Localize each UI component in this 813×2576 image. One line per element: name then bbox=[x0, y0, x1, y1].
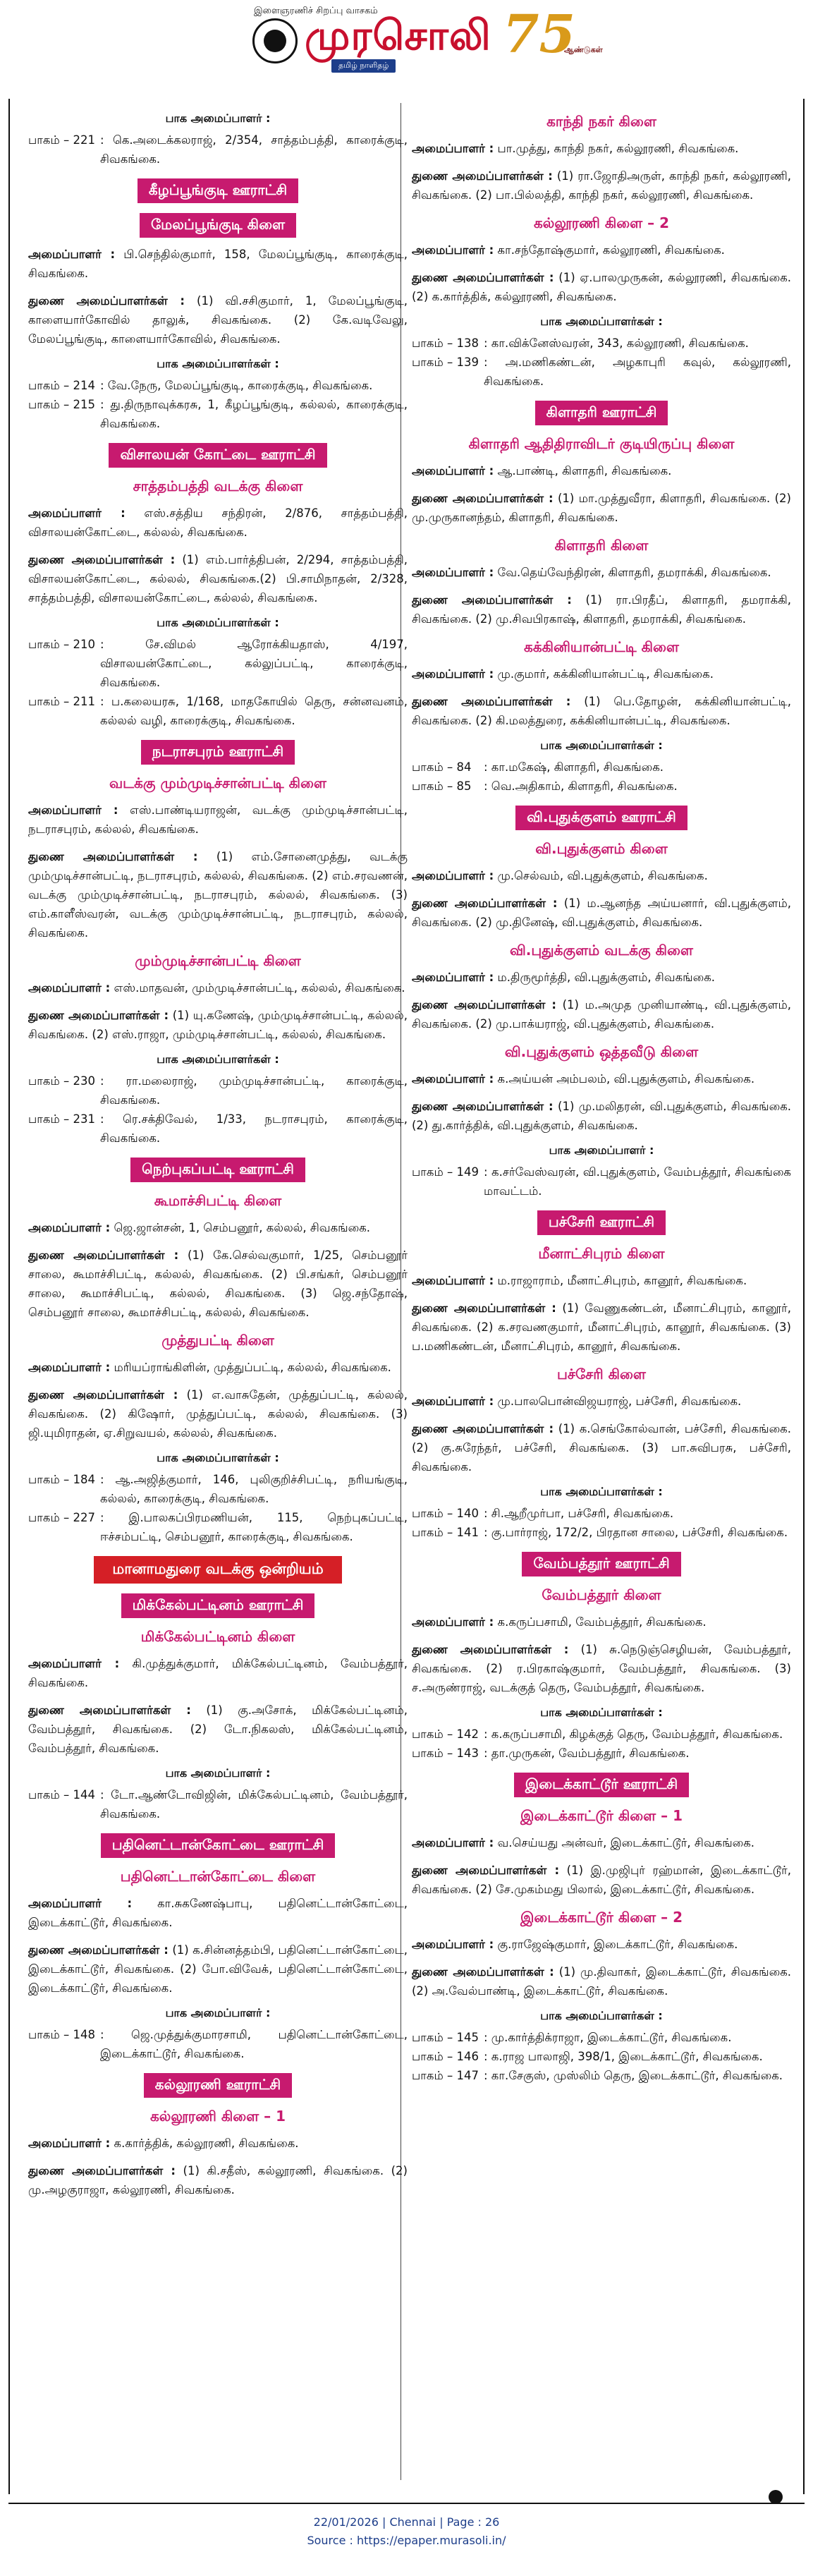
member-entry bbox=[28, 847, 408, 942]
member-details: க.கார்த்திக், கல்லூரணி, சிவகங்கை. bbox=[114, 2137, 299, 2150]
footer-source-line: Source : https://epaper.murasoli.in/ bbox=[307, 2534, 506, 2547]
part-row bbox=[412, 1504, 791, 1523]
section-label: பாக அமைப்பாளர்கள் : bbox=[157, 1052, 279, 1066]
member-details: (1) ரா.பிரதீப், கிளாதரி, தமராக்கி, சிவகங்கை. (2) மு.சிவபிரகாஷ், கிளாதரி, தமராக்கி, சிவகங்கை. bbox=[412, 593, 791, 626]
role-label: அமைப்பாளர் : bbox=[28, 1897, 133, 1910]
member-entry bbox=[28, 801, 408, 839]
member-entry bbox=[412, 1612, 791, 1632]
member-details: (1) எம்.பார்த்திபன், 2/294, சாத்தம்பத்தி, விசாலயன்கோட்டை, கல்லல், சிவகங்கை.(2) பி.சாமிநாதன், 2/328, சாத்தம்பத்தி, விசாலயன்கோட்டை, கல்லல், சிவகங்கை. bbox=[28, 553, 408, 604]
part-details: : க.சர்வேஸ்வரன், வி.புதுக்குளம், வேம்பத்தூர், சிவகங்கை மாவட்டம். bbox=[484, 1165, 791, 1198]
part-row bbox=[28, 1785, 408, 1823]
member-entry bbox=[28, 550, 408, 607]
part-row bbox=[412, 758, 791, 777]
role-label: துணை அமைப்பாளர்கள் : bbox=[412, 1301, 556, 1315]
branch-heading bbox=[412, 537, 791, 556]
part-number: பாகம் – 211 bbox=[28, 695, 95, 708]
part-row bbox=[28, 395, 408, 433]
member-entry bbox=[412, 1833, 791, 1852]
part-number: பாகம் – 141 bbox=[412, 1526, 479, 1539]
part-details: : சே.விமல் ஆரோக்கியதாஸ், 4/197, விசாலயன்கோட்டை, கல்லுப்பட்டி, காரைக்குடி, சிவகங்கை. bbox=[100, 638, 408, 689]
part-details: : டோ.ஆண்டோவிஜின், மிக்கேல்பட்டினம், வேம்பத்தூர், சிவகங்கை. bbox=[100, 1788, 408, 1821]
role-label: அமைப்பாளர் : bbox=[412, 243, 494, 257]
member-details: ம.ராஜாராம், மீனாட்சிபுரம், கானூர், சிவகங்கை. bbox=[497, 1274, 747, 1287]
section-label: பாக அமைப்பாளர் : bbox=[165, 2006, 271, 2019]
member-details: (1) வேணுகண்டன், மீனாட்சிபுரம், கானூர், சிவகங்கை. (2) க.சரவணகுமார், மீனாட்சிபுரம், கானூர், சிவகங்கை. (3) ப.மணிகண்டன், மீனாட்சிபுரம், கானூர், சிவகங்கை. bbox=[412, 1301, 791, 1353]
anniversary-badge: 75 bbox=[503, 4, 575, 65]
part-details: : க.ராஜ பாலாஜி, 398/1, இடைக்காட்டூர், சிவகங்கை. bbox=[484, 2050, 763, 2063]
heading-text: கீழப்பூங்குடி ஊராட்சி bbox=[137, 178, 298, 203]
part-number: பாகம் – 146 bbox=[412, 2050, 479, 2063]
member-entry bbox=[412, 1097, 791, 1135]
member-entry bbox=[412, 489, 791, 527]
member-entry bbox=[28, 2134, 408, 2153]
member-details: (1) கி.சதீஸ், கல்லூரணி, சிவகங்கை. (2) மு.அழகுராஜா, கல்லூரணி, சிவகங்கை. bbox=[28, 2164, 408, 2197]
part-details: : வெ.அதிகாம், கிளாதரி, சிவகங்கை. bbox=[484, 779, 678, 793]
member-details: மு.பாலபொன்விஜயராஜ், பச்சேரி, சிவகங்கை. bbox=[497, 1395, 742, 1408]
branch-heading bbox=[412, 1043, 791, 1062]
member-entry bbox=[28, 1701, 408, 1758]
role-label: அமைப்பாளர் : bbox=[412, 566, 494, 579]
footer-date-line: 22/01/2026 | Chennai | Page : 26 bbox=[313, 2515, 500, 2529]
member-entry bbox=[412, 894, 791, 932]
role-label: அமைப்பாளர் : bbox=[412, 1395, 494, 1408]
part-number: பாகம் – 227 bbox=[28, 1511, 95, 1524]
heading-text: சாத்தம்பத்தி வடக்கு கிளை bbox=[133, 478, 303, 494]
part-details: : கா.சேகுஸ், முஸ்லிம் தெரு, இடைக்காட்டூர், சிவகங்கை. bbox=[484, 2069, 783, 2082]
panchayat-heading bbox=[412, 401, 791, 425]
role-label: அமைப்பாளர் : bbox=[412, 869, 494, 882]
member-entry bbox=[412, 866, 791, 885]
heading-text: மானாமதுரை வடக்கு ஒன்றியம் bbox=[94, 1556, 341, 1584]
part-details: : ப.கலையரசு, 1/168, மாதகோயில் தெரு, சன்னவனம், கல்லல் வழி, காரைக்குடி, சிவகங்கை. bbox=[100, 695, 408, 727]
part-details: : கா.விக்னேஸ்வரன், 343, கல்லூரணி, சிவகங்கை. bbox=[484, 336, 749, 350]
heading-text: மேலப்பூங்குடி கிளை bbox=[140, 213, 296, 238]
member-details: (1) யு.கணேஷ், மும்முடிச்சான்பட்டி, கல்லல், சிவகங்கை. (2) எஸ்.ராஜா, மும்முடிச்சான்பட்டி, கல்லல், சிவகங்கை. bbox=[28, 1009, 408, 1041]
member-details: மு.செல்வம், வி.புதுக்குளம், சிவகங்கை. bbox=[497, 869, 708, 882]
member-entry bbox=[412, 166, 791, 205]
member-details: (1) ம.ஆனந்த அய்யனார், வி.புதுக்குளம், சிவகங்கை. (2) மு.தினேஷ், வி.புதுக்குளம், சிவகங்கை. bbox=[412, 897, 791, 929]
role-label: அமைப்பாளர் : bbox=[412, 1615, 494, 1629]
role-label: அமைப்பாளர் : bbox=[412, 1836, 494, 1849]
heading-text: கல்லூரணி ஊராட்சி bbox=[144, 2073, 292, 2098]
role-label: துணை அமைப்பாளர்கள் : bbox=[412, 998, 557, 1011]
role-label: துணை அமைப்பாளர்கள் : bbox=[28, 2164, 176, 2177]
heading-text: கல்லூரணி கிளை – 2 bbox=[533, 214, 670, 231]
member-entry bbox=[412, 1861, 791, 1899]
role-label: அமைப்பாளர் : bbox=[412, 1938, 494, 1951]
role-label: அமைப்பாளர் : bbox=[412, 1072, 494, 1086]
part-details: : அ.மணிகண்டன், அழகாபுரி கவுல், கல்லூரணி, சிவகங்கை. bbox=[484, 356, 791, 388]
member-details: வே.தெய்வேந்திரன், கிளாதரி, தமராக்கி, சிவகங்கை. bbox=[497, 566, 771, 579]
member-details: பி.செந்தில்குமார், 158, மேலப்பூங்குடி, காரைக்குடி, சிவகங்கை. bbox=[28, 248, 408, 280]
member-details: (1) ரா.ஜோதிஅருள், காந்தி நகர், கல்லூரணி, சிவகங்கை. (2) பா.பில்லத்தி, காந்தி நகர், கல்லூரணி, சிவகங்கை. bbox=[412, 169, 791, 202]
member-entry bbox=[412, 1299, 791, 1356]
member-details: ஆ.பாண்டி, கிளாதரி, சிவகங்கை. bbox=[497, 464, 672, 478]
section-label: பாக அமைப்பாளர்கள் : bbox=[540, 2009, 663, 2022]
panchayat-heading bbox=[412, 1210, 791, 1235]
role-label: துணை அமைப்பாளர்கள் : bbox=[28, 1388, 178, 1402]
panchayat-heading bbox=[28, 2073, 408, 2098]
member-entry bbox=[412, 461, 791, 480]
member-entry bbox=[412, 563, 791, 582]
heading-text: இடைக்காட்டூர் கிளை – 2 bbox=[520, 1909, 683, 1926]
heading-text: பதினெட்டான்கோட்டை ஊராட்சி bbox=[101, 1833, 336, 1858]
section-label: பாக அமைப்பாளர்கள் : bbox=[157, 616, 279, 629]
heading-text: பதினெட்டான்கோட்டை கிளை bbox=[120, 1868, 316, 1885]
branch-heading bbox=[412, 113, 791, 132]
part-number: பாகம் – 85 bbox=[412, 779, 472, 793]
part-number: பாகம் – 215 bbox=[28, 398, 95, 411]
branch-heading bbox=[28, 1332, 408, 1351]
branch-heading bbox=[28, 2108, 408, 2127]
heading-text: விசாலயன் கோட்டை ஊராட்சி bbox=[109, 443, 326, 468]
member-details: க.அய்யன் அம்பலம், வி.புதுக்குளம், சிவகங்கை. bbox=[497, 1072, 755, 1086]
branch-heading bbox=[412, 638, 791, 657]
branch-heading bbox=[412, 1245, 791, 1264]
member-entry bbox=[412, 1419, 791, 1476]
part-row bbox=[412, 1162, 791, 1201]
role-label: துணை அமைப்பாளர்கள் : bbox=[412, 1422, 554, 1435]
role-label: அமைப்பாளர் : bbox=[412, 1274, 494, 1287]
panchayat-heading bbox=[28, 443, 408, 468]
member-details: எஸ்.மாதவன், மும்முடிச்சான்பட்டி, கல்லல், சிவகங்கை. bbox=[114, 981, 405, 995]
heading-text: வேம்பத்தூர் ஊராட்சி bbox=[522, 1552, 680, 1576]
role-label: அமைப்பாளர் : bbox=[28, 803, 118, 817]
part-row bbox=[412, 334, 791, 353]
part-row bbox=[412, 777, 791, 796]
role-label: அமைப்பாளர் : bbox=[28, 248, 116, 261]
role-label: துணை அமைப்பாளர்கள் : bbox=[412, 492, 554, 505]
part-row bbox=[28, 376, 408, 395]
member-details: எஸ்.பாண்டியராஜன், வடக்கு மும்முடிச்சான்பட்டி, நடராசபுரம், கல்லல், சிவகங்கை. bbox=[28, 803, 408, 836]
panchayat-heading bbox=[28, 1593, 408, 1618]
role-label: அமைப்பாளர் : bbox=[28, 981, 111, 995]
member-entry bbox=[28, 1385, 408, 1442]
part-details: : தா.முருகன், வேம்பத்தூர், சிவகங்கை. bbox=[484, 1746, 690, 1760]
branch-heading bbox=[412, 435, 791, 454]
right-column bbox=[412, 103, 791, 2487]
member-details: (1) ம.அமுத முனியாண்டி, வி.புதுக்குளம், சிவகங்கை. (2) மு.பாக்யராஜ், வி.புதுக்குளம், சிவகங்கை. bbox=[412, 998, 791, 1031]
heading-text: பச்சேரி ஊராட்சி bbox=[537, 1210, 666, 1235]
heading-text: நடராசபுரம் ஊராட்சி bbox=[141, 740, 295, 765]
member-details: ஜெ.ஜான்சன், 1, செம்பனூர், கல்லல், சிவகங்கை. bbox=[114, 1221, 371, 1234]
member-entry bbox=[412, 1935, 791, 1954]
part-details: : கு.பார்ராஜ், 172/2, பிரதான சாலை, பச்சேரி, சிவகங்கை. bbox=[484, 1526, 788, 1539]
member-details: ம.திருமூர்த்தி, வி.புதுக்குளம், சிவகங்கை. bbox=[497, 971, 716, 984]
heading-text: மிக்கேல்பட்டினம் ஊராட்சி bbox=[121, 1593, 315, 1618]
part-details: : து.திருநாவுக்கரசு, 1, கீழப்பூங்குடி, கல்லல், காரைக்குடி, சிவகங்கை. bbox=[100, 398, 408, 430]
footer-rule bbox=[8, 2503, 805, 2504]
heading-text: கிளாதரி ஊராட்சி bbox=[535, 401, 668, 425]
part-row bbox=[28, 2025, 408, 2063]
heading-text: நெற்புகப்பட்டி ஊராட்சி bbox=[130, 1158, 305, 1182]
role-label: அமைப்பாளர் : bbox=[28, 1221, 111, 1234]
part-number: பாகம் – 231 bbox=[28, 1112, 95, 1126]
panchayat-heading bbox=[412, 1773, 791, 1797]
member-details: (1) க.சின்னத்தம்பி, பதினெட்டான்கோட்டை, இடைக்காட்டூர், சிவகங்கை. (2) போ.விவேக், பதினெட்டான்கோட்டை, இடைக்காட்டூர், சிவகங்கை. bbox=[28, 1943, 408, 1995]
panchayat-heading bbox=[28, 213, 408, 238]
member-details: (1) கே.செல்வகுமார், 1/25, செம்பனூர் சாலை, கூமாச்சிபட்டி, கல்லல், சிவகங்கை. (2) பி.சங்கர், செம்பனூர் சாலை, கூமாச்சிபட்டி, கல்லல், சிவகங்கை. (3) ஜெ.சந்தோஷ், செம்பனூர் சாலை, கூமாச்சிபட்டி, கல்லல், சிவகங்கை. bbox=[28, 1248, 408, 1319]
member-details: கு.ராஜேஷ்குமார், இடைக்காட்டூர், சிவகங்கை. bbox=[497, 1938, 738, 1951]
part-details: : சி.ஆறீமுர்பா, பச்சேரி, சிவகங்கை. bbox=[484, 1507, 674, 1520]
role-label: அமைப்பாளர் : bbox=[28, 2137, 111, 2150]
part-row bbox=[28, 130, 408, 169]
part-number: பாகம் – 214 bbox=[28, 379, 95, 392]
role-label: துணை அமைப்பாளர்கள் : bbox=[28, 1703, 191, 1717]
part-number: பாகம் – 184 bbox=[28, 1473, 95, 1486]
member-details: (1) க.செங்கோல்வான், பச்சேரி, சிவகங்கை. (2) கு.சுரேந்தர், பச்சேரி, சிவகங்கை. (3) பா.சுவிபரசு, பச்சேரி, சிவகங்கை. bbox=[412, 1422, 791, 1474]
part-row bbox=[28, 692, 408, 730]
role-label: அமைப்பாளர் : bbox=[28, 1657, 120, 1670]
member-entry bbox=[28, 1006, 408, 1044]
member-entry bbox=[412, 1640, 791, 1697]
member-details: (1) இ.முஜிபுர் ரஹ்மான், இடைக்காட்டூர், சிவகங்கை. (2) சே.முகம்மது பிலால், இடைக்காட்டூர், சிவகங்கை. bbox=[412, 1864, 791, 1896]
role-label: அமைப்பாளர் : bbox=[28, 1361, 111, 1374]
part-details: : ஆ.அஜித்குமார், 146, புலிகுறிச்சிபட்டி, நரியங்குடி, கல்லல், காரைக்குடி, சிவகங்கை. bbox=[100, 1473, 408, 1505]
member-details: (1) சு.நெடுஞ்செழியன், வேம்பத்தூர், சிவகங்கை. (2) ர.பிரகாஷ்குமார், வேம்பத்தூர், சிவகங்கை. (3) ச.அருண்ராஜ், வடக்குத் தெரு, வேம்பத்தூர், சிவகங்கை. bbox=[412, 1643, 791, 1694]
heading-text: கிளாதரி ஆதிதிராவிடர் குடியிருப்பு கிளை bbox=[468, 435, 735, 452]
panchayat-heading bbox=[412, 1552, 791, 1576]
branch-heading bbox=[412, 1909, 791, 1928]
member-details: க.கருப்பசாமி, வேம்பத்தூர், சிவகங்கை. bbox=[497, 1615, 707, 1629]
part-details: : ரா.மலைராஜ், மும்முடிச்சான்பட்டி, காரைக்குடி, சிவகங்கை. bbox=[100, 1074, 408, 1107]
branch-heading bbox=[412, 214, 791, 233]
role-label: துணை அமைப்பாளர்கள் : bbox=[28, 1009, 169, 1022]
role-label: துணை அமைப்பாளர்கள் : bbox=[28, 1248, 179, 1262]
role-label: துணை அமைப்பாளர்கள் : bbox=[412, 1864, 560, 1877]
part-details: : கா.மகேஷ், கிளாதரி, சிவகங்கை. bbox=[484, 760, 664, 774]
heading-text: வி.புதுக்குளம் வடக்கு கிளை bbox=[510, 942, 693, 959]
part-number: பாகம் – 210 bbox=[28, 638, 95, 651]
member-details: (1) எம்.சோனைமுத்து, வடக்கு மும்முடிச்சான்பட்டி, நடராசபுரம், கல்லல், சிவகங்கை. (2) எம்.சரவணன், வடக்கு மும்முடிச்சான்பட்டி, நடராசபுரம், கல்லல், சிவகங்கை. (3) எம்.காளீஸ்வரன், வடக்கு மும்முடிச்சான்பட்டி, நடராசபுரம், கல்லல், சிவகங்கை. bbox=[28, 850, 408, 940]
branch-heading bbox=[28, 478, 408, 497]
member-entry bbox=[412, 1962, 791, 2000]
member-details: (1) ஏ.பாலமுருகன், கல்லூரணி, சிவகங்கை. (2) க.கார்த்திக், கல்லூரணி, சிவகங்கை. bbox=[412, 271, 791, 303]
role-label: துணை அமைப்பாளர்கள் : bbox=[28, 850, 198, 863]
part-row bbox=[412, 1523, 791, 1542]
member-details: பா.முத்து, காந்தி நகர், கல்லூரணி, சிவகங்கை. bbox=[497, 142, 739, 155]
part-details: : வே.நேரு, மேலப்பூங்குடி, காரைக்குடி, சிவகங்கை. bbox=[100, 379, 373, 392]
section-label: பாக அமைப்பாளர்கள் : bbox=[157, 357, 279, 370]
role-label: துணை அமைப்பாளர்கள் : bbox=[412, 1100, 554, 1113]
section-label: பாக அமைப்பாளர்கள் : bbox=[540, 1485, 663, 1498]
part-details: : கெ.அடைக்கலராஜ், 2/354, சாத்தம்பத்தி, காரைக்குடி, சிவகங்கை. bbox=[100, 133, 408, 166]
member-details: கா.சுகணேஷ்பாபு, பதினெட்டான்கோட்டை, இடைக்காட்டூர், சிவகங்கை. bbox=[28, 1897, 408, 1929]
branch-heading bbox=[412, 840, 791, 859]
member-entry bbox=[412, 692, 791, 730]
part-number: பாகம் – 221 bbox=[28, 133, 95, 147]
part-row bbox=[28, 1508, 408, 1546]
member-details: (1) மா.முத்துவீரா, கிளாதரி, சிவகங்கை. (2) மு.முருகானந்தம், கிளாதரி, சிவகங்கை. bbox=[412, 492, 791, 524]
branch-heading bbox=[28, 1868, 408, 1887]
masthead-subtitle: தமிழ் நாளிதழ் bbox=[331, 59, 396, 73]
section-label: பாக அமைப்பாளர் : bbox=[165, 1766, 271, 1780]
part-row bbox=[412, 353, 791, 391]
branch-heading bbox=[28, 1628, 408, 1647]
member-entry bbox=[412, 1392, 791, 1411]
member-details: மரியப்ராங்கிளின், முத்துப்பட்டி, கல்லல், சிவகங்கை. bbox=[114, 1361, 391, 1374]
role-label: துணை அமைப்பாளர்கள் : bbox=[412, 271, 554, 284]
heading-text: பச்சேரி கிளை bbox=[557, 1366, 646, 1383]
member-entry bbox=[28, 1940, 408, 1998]
section-label: பாக அமைப்பாளர்கள் : bbox=[540, 739, 663, 752]
part-number: பாகம் – 144 bbox=[28, 1788, 95, 1802]
part-row bbox=[28, 1110, 408, 1148]
role-label: அமைப்பாளர் : bbox=[412, 464, 494, 478]
part-row bbox=[412, 2047, 791, 2066]
part-number: பாகம் – 140 bbox=[412, 1507, 479, 1520]
heading-text: கல்லூரணி கிளை – 1 bbox=[149, 2108, 286, 2125]
member-entry bbox=[28, 2161, 408, 2199]
member-details: (1) கு.அசோக், மிக்கேல்பட்டினம், வேம்பத்தூர், சிவகங்கை. (2) டோ.நிகலஸ், மிக்கேல்பட்டினம், வேம்பத்தூர், சிவகங்கை. bbox=[28, 1703, 408, 1755]
heading-text: இடைக்காட்டூர் கிளை – 1 bbox=[520, 1807, 683, 1824]
member-details: (1) மு.திவாகர், இடைக்காட்டூர், சிவகங்கை. (2) அ.வேல்பாண்டி, இடைக்காட்டூர், சிவகங்கை. bbox=[412, 1965, 791, 1998]
member-entry bbox=[412, 968, 791, 987]
part-row bbox=[412, 2028, 791, 2047]
part-row bbox=[412, 1725, 791, 1744]
member-entry bbox=[412, 139, 791, 158]
part-number: பாகம் – 143 bbox=[412, 1746, 479, 1760]
section-label: பாக அமைப்பாளர் : bbox=[549, 1143, 654, 1157]
section-label: பாக அமைப்பாளர்கள் : bbox=[540, 1706, 663, 1719]
heading-text: வேம்பத்தூர் கிளை bbox=[542, 1586, 661, 1603]
heading-text: கிளாதரி கிளை bbox=[554, 537, 649, 554]
member-details: (1) பெ.தோழன், கக்கினியான்பட்டி, சிவகங்கை. (2) கி.மலத்துரை, கக்கினியான்பட்டி, சிவகங்கை. bbox=[412, 695, 791, 727]
role-label: துணை அமைப்பாளர்கள் : bbox=[412, 1965, 554, 1979]
heading-text: மீனாட்சிபுரம் கிளை bbox=[538, 1245, 665, 1262]
heading-text: வி.புதுக்குளம் கிளை bbox=[535, 840, 668, 857]
role-label: துணை அமைப்பாளர்கள் : bbox=[412, 897, 558, 910]
branch-heading bbox=[28, 774, 408, 794]
member-entry bbox=[412, 241, 791, 260]
heading-text: மிக்கேல்பட்டினம் கிளை bbox=[140, 1628, 295, 1645]
heading-text: வடக்கு மும்முடிச்சான்பட்டி கிளை bbox=[109, 774, 326, 791]
member-details: மு.குமார், கக்கினியான்பட்டி, சிவகங்கை. bbox=[497, 667, 714, 681]
member-entry bbox=[28, 1218, 408, 1237]
part-details: : மு.கார்த்திக்ராஜா, இடைக்காட்டூர், சிவகங்கை. bbox=[484, 2031, 732, 2044]
member-entry bbox=[28, 504, 408, 542]
branch-heading bbox=[412, 942, 791, 961]
member-details: எஸ்.சத்திய சந்திரன், 2/876, சாத்தம்பத்தி, விசாலயன்கோட்டை, கல்லல், சிவகங்கை. bbox=[28, 506, 408, 539]
masthead-tagline: இளைஞரணிச் சிறப்பு வாசகம் bbox=[254, 6, 378, 16]
member-entry bbox=[412, 268, 791, 306]
part-row bbox=[28, 1071, 408, 1110]
part-details: : க.கருப்பசாமி, கிழக்குத் தெரு, வேம்பத்தூர், சிவகங்கை. bbox=[484, 1727, 783, 1741]
role-label: துணை அமைப்பாளர்கள் : bbox=[412, 695, 571, 708]
page-footer bbox=[0, 2503, 813, 2573]
branch-heading bbox=[412, 1586, 791, 1605]
member-details: கி.முத்துக்குமார், மிக்கேல்பட்டினம், வேம்பத்தூர், சிவகங்கை. bbox=[28, 1657, 408, 1689]
sun-emblem-icon bbox=[252, 18, 298, 63]
part-details: : ஜெ.முத்துக்குமாரசாமி, பதினெட்டான்கோட்டை, இடைக்காட்டூர், சிவகங்கை. bbox=[100, 2028, 408, 2060]
union-banner bbox=[28, 1556, 408, 1584]
member-entry bbox=[28, 245, 408, 283]
member-entry bbox=[412, 590, 791, 628]
heading-text: காந்தி நகர் கிளை bbox=[546, 113, 656, 130]
branch-heading bbox=[412, 1807, 791, 1826]
member-details: (1) மு.மலிதரன், வி.புதுக்குளம், சிவகங்கை. (2) து.கார்த்திக், வி.புதுக்குளம், சிவகங்கை. bbox=[412, 1100, 791, 1132]
member-entry bbox=[412, 1069, 791, 1088]
role-label: அமைப்பாளர் : bbox=[412, 142, 494, 155]
part-number: பாகம் – 230 bbox=[28, 1074, 95, 1088]
member-details: (1) வி.சசிகுமார், 1, மேலப்பூங்குடி, காளையார்கோவில் தாலுக், சிவகங்கை. (2) கே.வடிவேலு, மேலப்பூங்குடி, காளையார்கோவில், சிவகங்கை. bbox=[28, 294, 408, 346]
member-entry bbox=[28, 291, 408, 348]
panchayat-heading bbox=[28, 740, 408, 765]
branch-heading bbox=[28, 952, 408, 971]
member-entry bbox=[28, 1358, 408, 1377]
part-number: பாகம் – 145 bbox=[412, 2031, 479, 2044]
member-entry bbox=[28, 1894, 408, 1932]
newspaper-title: முரசொலி bbox=[305, 11, 491, 59]
heading-text: இடைக்காட்டூர் ஊராட்சி bbox=[514, 1773, 689, 1797]
part-row bbox=[412, 2066, 791, 2085]
section-label: பாக அமைப்பாளர்கள் : bbox=[157, 1451, 279, 1464]
part-row bbox=[28, 1470, 408, 1508]
panchayat-heading bbox=[28, 1833, 408, 1858]
heading-text: கக்கினியான்பட்டி கிளை bbox=[524, 638, 679, 655]
heading-text: மும்முடிச்சான்பட்டி கிளை bbox=[135, 952, 301, 969]
part-number: பாகம் – 149 bbox=[412, 1165, 479, 1179]
branch-heading bbox=[28, 1192, 408, 1211]
part-number: பாகம் – 138 bbox=[412, 336, 479, 350]
role-label: துணை அமைப்பாளர்கள் : bbox=[28, 1943, 169, 1957]
anniversary-label: ஆண்டுகள் bbox=[564, 45, 603, 54]
role-label: அமைப்பாளர் : bbox=[412, 667, 494, 681]
member-details: (1) எ.வாசுதேன், முத்துப்பட்டி, கல்லல், சிவகங்கை. (2) கிஷோர், முத்துப்பட்டி, கல்லல், சிவகங்கை. (3) ஜி.யுமிராதன், ஏ.சிறுவயல், கல்லல், சிவகங்கை. bbox=[28, 1388, 408, 1440]
branch-heading bbox=[412, 1366, 791, 1385]
role-label: துணை அமைப்பாளர்கள் : bbox=[412, 593, 572, 607]
part-number: பாகம் – 147 bbox=[412, 2069, 479, 2082]
section-label: பாக அமைப்பாளர் : bbox=[165, 111, 271, 125]
section-label: பாக அமைப்பாளர்கள் : bbox=[540, 315, 663, 328]
panchayat-heading bbox=[412, 806, 791, 830]
member-entry bbox=[412, 664, 791, 684]
member-details: வ.செய்யது அன்வர், இடைக்காட்டூர், சிவகங்கை. bbox=[497, 1836, 755, 1849]
masthead bbox=[0, 0, 813, 76]
panchayat-heading bbox=[28, 1158, 408, 1182]
part-row bbox=[28, 635, 408, 692]
heading-text: வி.புதுக்குளம் ஊராட்சி bbox=[515, 806, 687, 830]
left-column bbox=[28, 103, 408, 2487]
role-label: துணை அமைப்பாளர்கள் : bbox=[28, 294, 185, 308]
role-label: துணை அமைப்பாளர்கள் : bbox=[28, 553, 176, 566]
role-label: துணை அமைப்பாளர்கள் : bbox=[412, 1643, 569, 1656]
member-entry bbox=[28, 1246, 408, 1322]
member-entry bbox=[412, 1271, 791, 1290]
member-entry bbox=[28, 978, 408, 997]
part-number: பாகம் – 139 bbox=[412, 356, 479, 369]
heading-text: கூமாச்சிபட்டி கிளை bbox=[154, 1192, 282, 1209]
member-entry bbox=[412, 995, 791, 1033]
role-label: அமைப்பாளர் : bbox=[28, 506, 126, 520]
part-number: பாகம் – 148 bbox=[28, 2028, 95, 2041]
member-entry bbox=[28, 1654, 408, 1692]
role-label: துணை அமைப்பாளர்கள் : bbox=[412, 169, 553, 183]
part-row bbox=[412, 1744, 791, 1763]
part-details: : ரெ.சக்திவேல், 1/33, நடராசபுரம், காரைக்குடி, சிவகங்கை. bbox=[100, 1112, 408, 1145]
page-end-dot-icon bbox=[769, 2490, 783, 2504]
role-label: அமைப்பாளர் : bbox=[412, 971, 494, 984]
panchayat-heading bbox=[28, 178, 408, 203]
heading-text: முத்துபட்டி கிளை bbox=[161, 1332, 274, 1349]
part-number: பாகம் – 142 bbox=[412, 1727, 479, 1741]
part-number: பாகம் – 84 bbox=[412, 760, 472, 774]
heading-text: வி.புதுக்குளம் ஒத்தவீடு கிளை bbox=[504, 1043, 699, 1060]
part-details: : இ.பாலகப்பிரமணியன், 115, நெற்புகப்பட்டி, ஈச்சம்பட்டி, செம்பனூர், காரைக்குடி, சிவகங்கை. bbox=[100, 1511, 408, 1543]
member-details: கா.சந்தோஷ்குமார், கல்லூரணி, சிவகங்கை. bbox=[497, 243, 725, 257]
